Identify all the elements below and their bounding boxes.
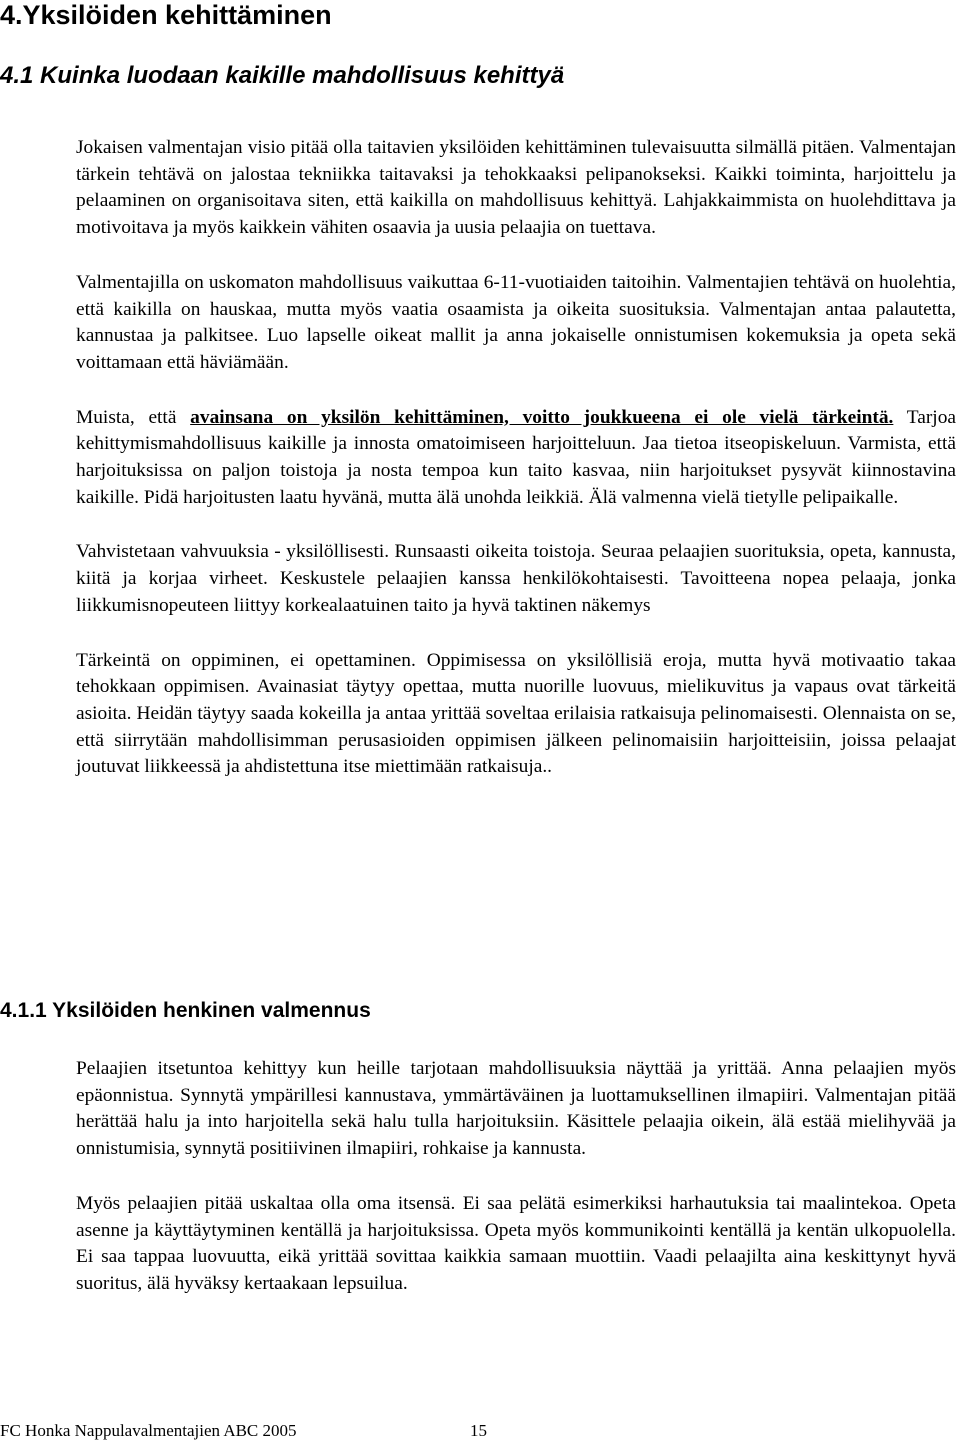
page-number: 15 [470,1421,487,1440]
section-1-body [76,135,956,809]
paragraph: Tärkeintä on oppiminen, ei opettaminen. Oppimisessa on yksilöllisiä eroja, mutta hyvä motivaatio takaa tehokkaan oppimisen. Avainasiat täytyy opettaa, mutta nuorille luovuus, mielikuvitus ja vapaus ovat tärkeitä asioita. Heidän täytyy saada kokeilla ja antaa yrittää soveltaa erilaisia ratkaisuja pelinomaisesti. Olennaista on se, että siirrytään mahdollisimman perusasioiden oppimisen jälkeen pelinomaisiin harjoitteisiin, joissa pelaajat joutuvat liikkeessä ja ahdistettuna itse miettimään ratkaisuja.. [76,649,956,778]
subsection-heading: 4.1.1 Yksilöiden henkinen valmennus [0,999,371,1022]
section-heading: 4.1 Kuinka luodaan kaikille mahdollisuus kehittyä [0,62,565,89]
emphasized-key-phrase: avainsana on yksilön kehittäminen, voitto joukkueena ei ole vielä tärkeintä. [190,406,894,428]
paragraph: Myös pelaajien pitää uskaltaa olla oma itsensä. Ei saa pelätä esimerkiksi harhautuksia tai maalintekoa. Opeta asenne ja käyttäytyminen kentällä ja harjoituksissa. Opeta myös kommunikointi kentällä ja kentän ulkopuolella. Ei saa tappaa luovuutta, eikä yrittää sovittaa kaikkia samaan muottiin. Vaadi pelaajilta aina keskittynyt hyvä suoritus, älä hyväksy kertaakaan lepsuilua. [76,1192,956,1294]
paragraph [76,405,956,512]
page-footer [0,1420,487,1442]
chapter-heading: 4.Yksilöiden kehittäminen [0,0,332,30]
paragraph: Pelaajien itsetuntoa kehittyy kun heille tarjotaan mahdollisuuksia näyttää ja yrittää. Anna pelaajien myös epäonnistua. Synnytä ympärillesi kannustava, ymmärtäväinen ja luottamuksellinen ilmapiiri. Valmentajan pitää herättää halu ja into harjoitella sekä halu tulla harjoituksiin. Käsittele pelaajia oikein, älä estää mielihyvää ja onnistumisia, synnytä positiivinen ilmapiiri, rohkaise ja kannusta. [76,1058,956,1160]
paragraph: Vahvistetaan vahvuuksia - yksilöllisesti. Runsaasti oikeita toistoja. Seuraa pelaajien suorituksia, opeta, kannusta, kiitä ja korjaa virheet. Keskustele pelaajien kanssa henkilökohtaisesti. Tavoitteena nopea pelaaja, jonka liikkumisnopeuteen liittyy korkealaatuinen taito ja hyvä taktinen näkemys [76,541,956,616]
section-2-body [76,1056,956,1326]
paragraph: Valmentajilla on uskomaton mahdollisuus vaikuttaa 6-11-vuotiaiden taitoihin. Valmentajien tehtävä on huolehtia, että kaikilla on hauskaa, mutta myös vaatia osaamista ja oikeita suosituksia. Valmentajan antaa palautetta, kannustaa ja palkitsee. Luo lapselle oikeat mallit ja anna jokaiselle onnistumisen kokemuksia ja opeta sekä voittamaan että häviämään. [76,271,956,373]
paragraph: Jokaisen valmentajan visio pitää olla taitavien yksilöiden kehittäminen tulevaisuutta silmällä pitäen. Valmentajan tärkein tehtävä on jalostaa tekniikka taitavaksi ja tehokkaaksi pelipanokseksi. Kaikki toiminta, harjoittelu ja pelaaminen on organisoitava siten, että kaikilla on mahdollisuus kehittyä. Lahjakkaimmista on huolehdittava ja motivoitava ja myös kaikkein vähiten osaavia ja uusia pelaajia on tuettava. [76,137,956,239]
footer-text: FC Honka Nappulavalmentajien ABC 2005 [0,1421,297,1440]
paragraph-rest: Tarjoa kehittymismahdollisuus kaikille ja innosta omatoimiseen harjoitteluun. Jaa tietoa itseopiskeluun. Varmista, että harjoituksissa on paljon toistoja ja nosta tempoa kun taito kasvaa, niin harjoitukset pysyvät kiinnostavina kaikille. Pidä harjoitusten laatu hyvänä, mutta älä unohda leikkiä. Älä valmenna vielä tietylle pelipaikalle. [76,406,956,508]
paragraph-lead: Muista, että [76,406,191,428]
